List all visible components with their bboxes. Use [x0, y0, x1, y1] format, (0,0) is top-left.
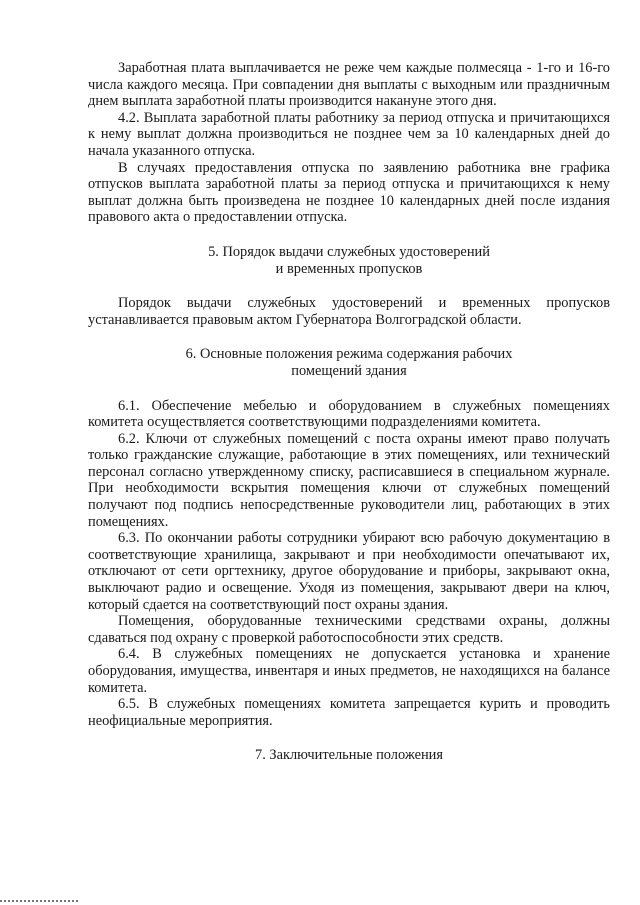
paragraph-6-1: 6.1. Обеспечение мебелью и оборудованием в служебных помещениях комитета осуществляется соответствующими подразделениями комитета. — [88, 397, 610, 431]
scan-edge-mark — [0, 900, 78, 902]
vacation-paragraph: В случаях предоставления отпуска по заявлению работника вне графика отпусков выплата заработной платы за период отпуска и причитающихся к нему выплат должна быть произведена не позднее 10 календарных дней после издания правового акта о предоставлении отпуска. — [88, 159, 610, 226]
paragraph-6-5: 6.5. В служебных помещениях комитета запрещается курить и проводить неофициальные мероприятия. — [88, 696, 610, 729]
section-7-heading: 7. Заключительные положения — [255, 747, 443, 764]
paragraph-6-2: 6.2. Ключи от служебных помещений с поста охраны имеют право получать только гражданские служащие, работающие в этих помещениях, или технический персонал согласно утвержденному списку, расписавшиеся в специальном журнале. При необходимости вскрытия помещения ключи от служебных помещений получают под подпись непосредственные руководители лиц, работающих в этих помещениях. — [88, 430, 610, 530]
section-5-text: Порядок выдачи служебных удостоверений и временных пропусков устанавливается правовым актом Губернатора Волгоградской области. — [88, 295, 610, 328]
salary-paragraph: Заработная плата выплачивается не реже чем каждые полмесяца - 1-го и 16-го числа каждого месяца. При совпадении дня выплаты с выходным или праздничным днем выплата заработной платы производится накануне этого дня. — [88, 60, 610, 110]
paragraph-6-3: 6.3. По окончании работы сотрудники убирают всю рабочую документацию в соответствующие хранилища, закрывают и при необходимости опечатывают их, отключают от сети оргтехнику, другое оборудование и приборы, закрывают окна, выключают радио и освещение. Уходя из помещения, закрывают двери на ключ, который сдается на соответствующий пост охраны здания. — [88, 530, 610, 613]
security-paragraph: Помещения, оборудованные техническими средствами охраны, должны сдаваться под охрану с проверкой работоспособности этих средств. — [88, 613, 610, 646]
document-body — [88, 60, 610, 764]
section-5-heading: 5. Порядок выдачи служебных удостоверений и временных пропусков — [208, 243, 490, 277]
paragraph-6-4: 6.4. В служебных помещениях не допускается установка и хранение оборудования, имущества, инвентаря и иных предметов, не находящихся на балансе комитета. — [88, 646, 610, 696]
paragraph-4-2: 4.2. Выплата заработной платы работнику за период отпуска и причитающихся к нему выплат должна производиться не позднее чем за 10 календарных дней до начала указанного отпуска. — [88, 109, 610, 159]
section-6-heading: 6. Основные положения режима содержания рабочих помещений здания — [185, 346, 513, 379]
